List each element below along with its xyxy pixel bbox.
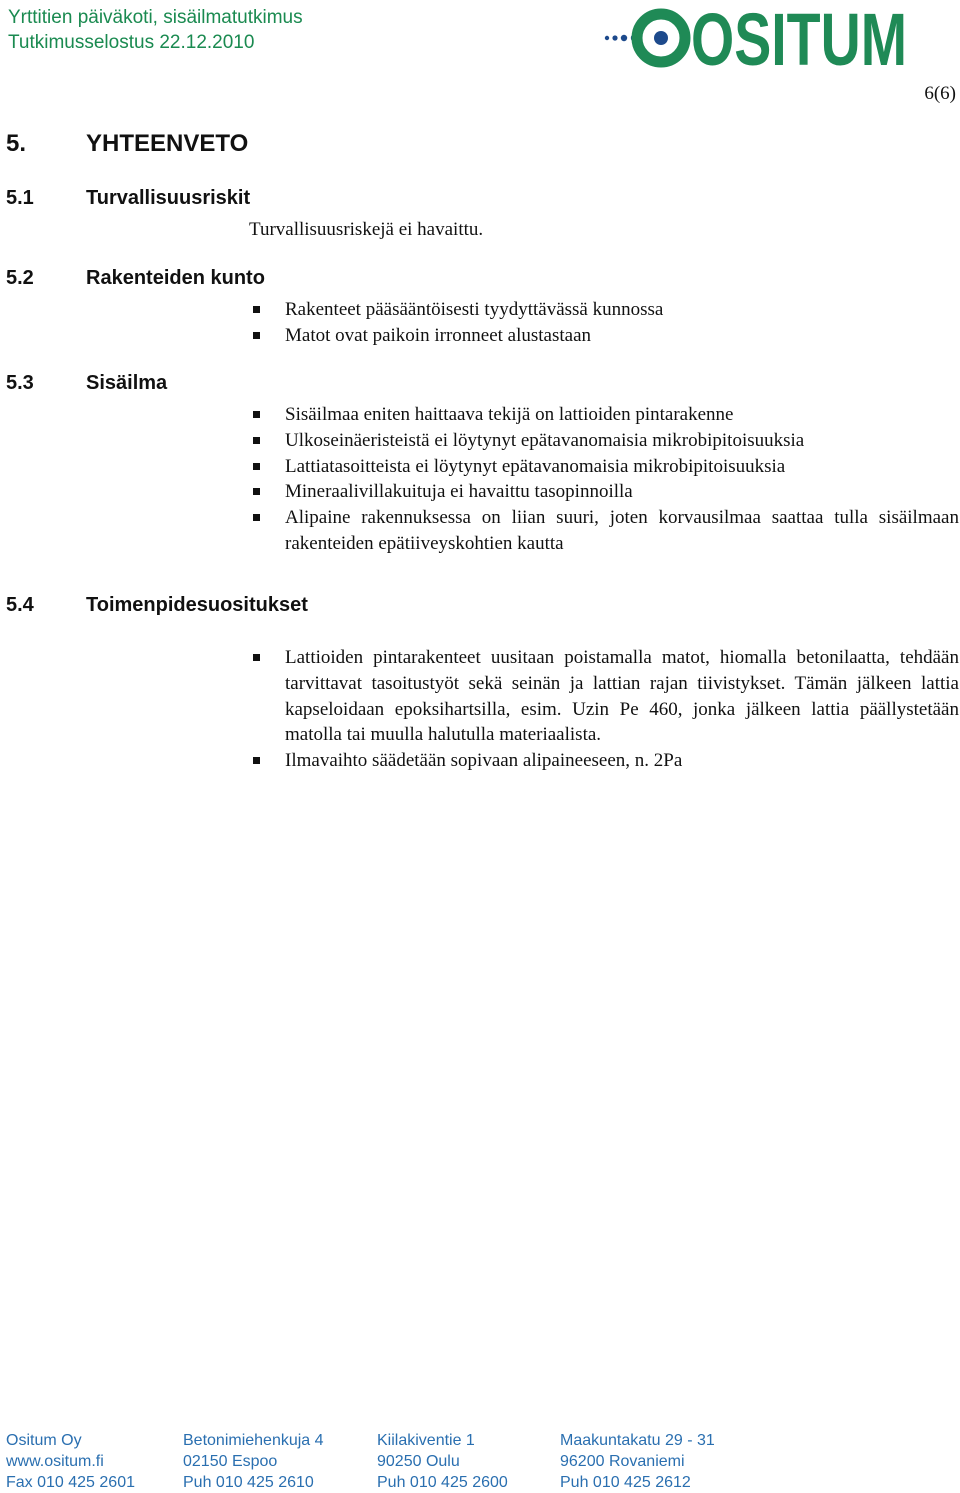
footer-rovaniemi-office: Maakuntakatu 29 - 31 96200 Rovaniemi Puh 010 425 2612 bbox=[560, 1432, 715, 1491]
list-item: Matot ovat paikoin irronneet alustastaan bbox=[249, 323, 959, 349]
section-number: 5. bbox=[6, 130, 27, 157]
bullet-square-icon bbox=[253, 306, 260, 313]
bullet-square-icon bbox=[253, 654, 260, 661]
subsection-title: Turvallisuusriskit bbox=[86, 187, 251, 209]
list-item: Ilmavaihto säädetään sopivaan alipaineeseen, n. 2Pa bbox=[249, 748, 959, 774]
list-item: Sisäilmaa eniten haittaava tekijä on lattioiden pintarakenne bbox=[249, 402, 959, 428]
bullet-square-icon bbox=[253, 757, 260, 764]
list-item: Ulkoseinäeristeistä ei löytynyt epätavanomaisia mikrobipitoisuuksia bbox=[249, 428, 959, 454]
bullet-square-icon bbox=[253, 437, 260, 444]
subsection-title: Rakenteiden kunto bbox=[86, 267, 265, 289]
header-subtitle: Tutkimusselostus 22.12.2010 bbox=[8, 32, 255, 53]
subsection-number: 5.1 bbox=[6, 187, 34, 209]
footer-company: Ositum Oy www.ositum.fi Fax 010 425 2601 bbox=[6, 1432, 135, 1491]
footer-oulu-office: Kiilakiventie 1 90250 Oulu Puh 010 425 2600 bbox=[377, 1432, 508, 1491]
bullet-square-icon bbox=[253, 463, 260, 470]
list-item: Mineraalivillakuituja ei havaittu tasopinnoilla bbox=[249, 479, 959, 505]
section-title: YHTEENVETO bbox=[86, 130, 249, 157]
page-footer bbox=[0, 1430, 960, 1490]
recommendations-bullet-list bbox=[249, 645, 959, 774]
safety-risk-text: Turvallisuusriskejä ei havaittu. bbox=[249, 219, 484, 240]
list-item: Lattiatasoitteista ei löytynyt epätavanomaisia mikrobipitoisuuksia bbox=[249, 454, 959, 480]
bullet-square-icon bbox=[253, 514, 260, 521]
subsection-number: 5.4 bbox=[6, 594, 34, 616]
list-item: Rakenteet pääsääntöisesti tyydyttävässä kunnossa bbox=[249, 297, 959, 323]
indoor-air-bullet-list bbox=[249, 402, 959, 557]
structures-bullet-list bbox=[249, 297, 959, 349]
logo-wordmark: OSITUM bbox=[691, 0, 907, 81]
bullet-square-icon bbox=[253, 488, 260, 495]
subsection-title: Sisäilma bbox=[86, 372, 168, 394]
subsection-title: Toimenpidesuositukset bbox=[86, 594, 308, 616]
bullet-square-icon bbox=[253, 332, 260, 339]
subsection-number: 5.2 bbox=[6, 267, 34, 289]
footer-website-link[interactable]: www.ositum.fi bbox=[6, 1453, 104, 1470]
ositum-logo bbox=[603, 0, 909, 81]
page-number: 6(6) bbox=[924, 83, 956, 104]
subsection-number: 5.3 bbox=[6, 372, 34, 394]
footer-espoo-office: Betonimiehenkuja 4 02150 Espoo Puh 010 425 2610 bbox=[183, 1432, 324, 1491]
bullet-square-icon bbox=[253, 411, 260, 418]
list-item: Lattioiden pintarakenteet uusitaan poistamalla matot, hiomalla betonilaatta, tehdään tarvittavat tasoitustyöt sekä seinän ja lattian rajan tiivistykset. Tämän jälkeen lattia kapseloidaan epoksihartsilla, esim. Uzin Pe 460, jonka jälkeen lattia päällystetään matolla tai muulla halutulla materiaalista. bbox=[249, 645, 959, 748]
list-item: Alipaine rakennuksessa on liian suuri, joten korvausilmaa saattaa tulla sisäilmaan rakenteiden epätiiveyskohtien kautta bbox=[249, 505, 959, 557]
header-title: Yrttitien päiväkoti, sisäilmatutkimus bbox=[8, 7, 303, 28]
